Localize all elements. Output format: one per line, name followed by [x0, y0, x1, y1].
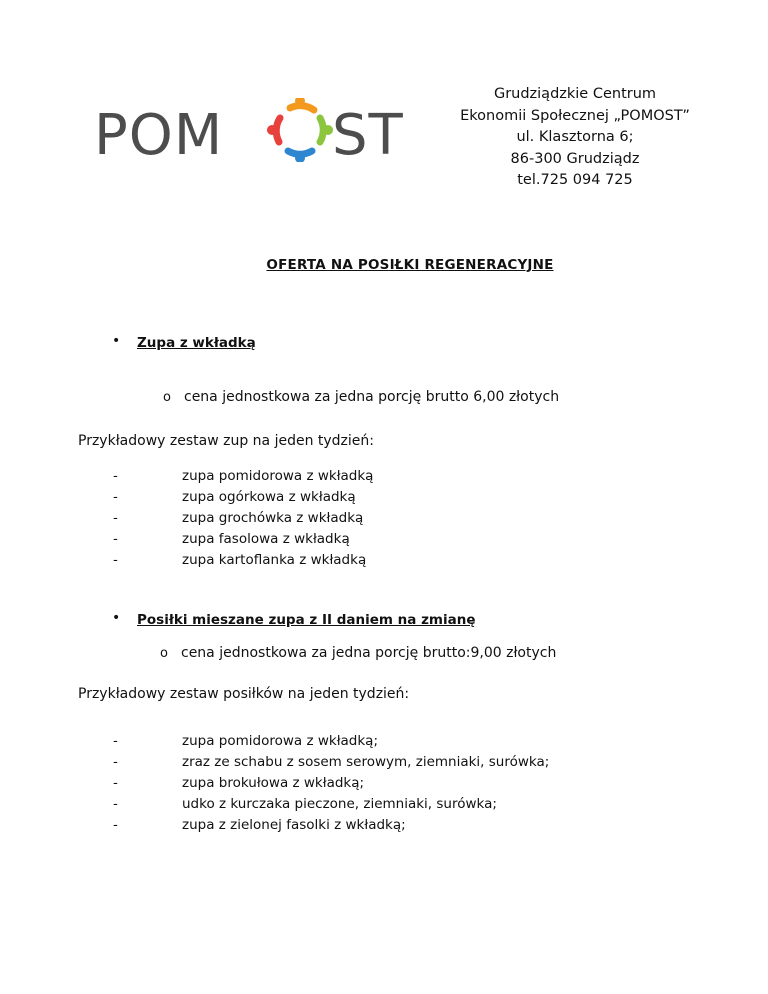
address-line: tel.725 094 725: [517, 172, 633, 188]
address-line: 86-300 Grudziądz: [510, 150, 640, 167]
price-line: cena jednostkowa za jedna porcję brutto:9,00 złotych: [181, 645, 557, 661]
sub-bullet-marker: o: [163, 390, 171, 405]
address-line: Ekonomii Społecznej „POMOST”: [460, 107, 690, 124]
section-heading: Posiłki mieszane zupa z II daniem na zmianę: [137, 612, 476, 628]
sub-bullet-marker: o: [160, 646, 168, 661]
address-line: Grudziądzkie Centrum: [493, 86, 657, 102]
address-block: [440, 84, 710, 192]
pomost-logo: [94, 98, 404, 162]
section-heading: Zupa z wkładką: [137, 335, 256, 351]
document-title: OFERTA NA POSIŁKI REGENERACYJNE: [266, 257, 554, 273]
bullet-marker: •: [112, 610, 121, 626]
logo-people-icon: [267, 98, 333, 162]
logo-text-left: POM: [94, 103, 224, 162]
document-page: POM ST Grudziądzkie Centrum Ekonomii Społecznej „POMOST” ul. Klasztorna 6; 86-300 Grudziądz tel.725 094 725 OFERTA NA POSIŁKI REGENERACYJNE • Zupa z wkładką o cena jednostkowa za jedna porcję brutto 6,00 złotych Przykładowy zestaw zup na jeden tydzień: - zupa pomidorowa z wkładką - zupa ogórkowa z wkładką - zupa grochówka z wkładką - zupa fasolowa z wkładką - zupa kartoflanka z wkładką • Posiłki mieszane zupa z II daniem na zmianę o cena jednostkowa za jedna porcję brutto:9,00 złotych Przykładowy zestaw posiłków na jeden tydzień: - zupa pomidorowa z wkładką; - zraz ze schabu z sosem serowym, ziemniaki, surówka; - zupa brokułowa z wkładką; - udko z kurczaka pieczone, ziemniaki, surówka; - zupa z zielonej fasolki z wkładką;: [0, 0, 768, 994]
intro-text: Przykładowy zestaw zup na jeden tydzień:: [78, 433, 375, 449]
address-line: ul. Klasztorna 6;: [516, 129, 634, 145]
intro-text: Przykładowy zestaw posiłków na jeden tydzień:: [78, 686, 410, 702]
bullet-marker: •: [112, 333, 121, 349]
price-line: cena jednostkowa za jedna porcję brutto 6,00 złotych: [184, 389, 560, 405]
logo-text-right: ST: [332, 103, 404, 162]
